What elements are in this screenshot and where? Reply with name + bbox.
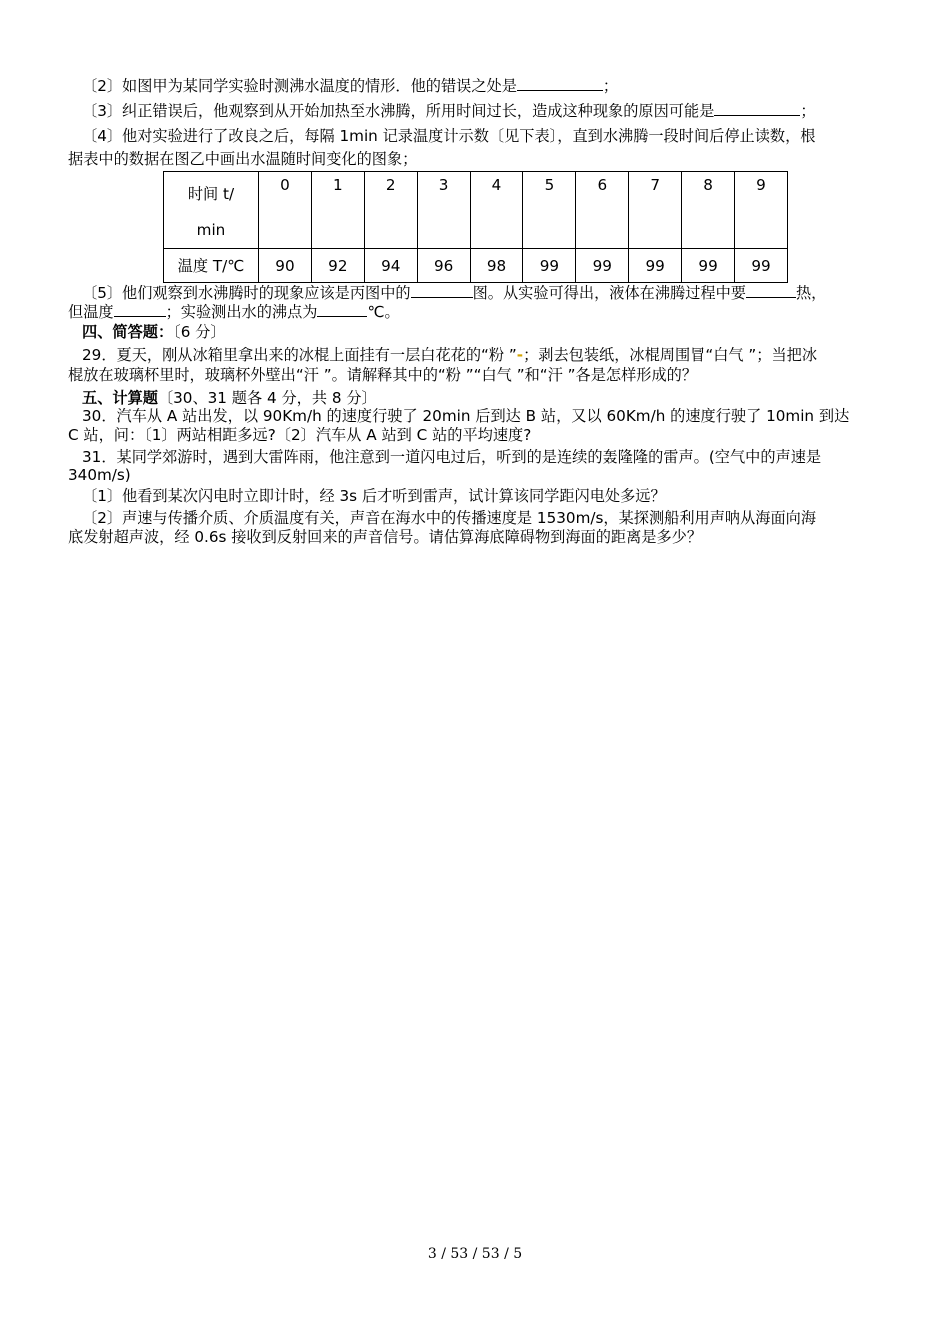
- temperature-cell: 99: [523, 249, 576, 283]
- question-3-text: 〔3〕纠正错误后，他观察到从开始加热至水沸腾，所用时间过长，造成这种现象的原因可能是: [82, 102, 715, 120]
- time-header-cell: 时间 t/ min: [164, 172, 259, 249]
- time-cell: 9: [735, 172, 788, 249]
- question-31-line-1: 31．某同学郊游时，遇到大雷阵雨，他注意到一道闪电过后，听到的是连续的轰隆隆的雷声。(空气中的声速是: [82, 448, 822, 466]
- question-29-line-2: 棍放在玻璃杯里时，玻璃杯外壁出“汗 ”。请解释其中的“粉 ”“白气 ”和“汗 ”各是怎样形成的？: [68, 366, 698, 384]
- temperature-cell: 99: [682, 249, 735, 283]
- answer-blank: [317, 302, 367, 317]
- answer-blank: [114, 302, 166, 317]
- question-31-line-2: 340m/s): [68, 466, 131, 484]
- table-row-time: [164, 172, 788, 249]
- temperature-cell: 94: [364, 249, 417, 283]
- section-4-score: 〔6 分〕: [173, 323, 226, 341]
- answer-blank: [517, 76, 603, 91]
- time-cell: 6: [576, 172, 629, 249]
- time-cell: 8: [682, 172, 735, 249]
- time-cell: 2: [364, 172, 417, 249]
- answer-blank: [411, 283, 473, 298]
- section-5-title: 五、计算题: [82, 389, 158, 407]
- question-5-line-1: 〔5〕他们观察到水沸腾时的现象应该是丙图中的 图。从实验可得出，液体在沸腾过程中要 热，: [82, 284, 827, 302]
- question-5-line-2: 但温度 ；实验测出水的沸点为 ℃。: [68, 303, 400, 321]
- question-4-line-1: 〔4〕他对实验进行了改良之后，每隔 1min 记录温度计示数〔见下表〕，直到水沸腾一段时间后停止读数，根: [82, 127, 816, 145]
- section-5-heading: [82, 388, 884, 408]
- question-31-sub-2-line-1: 〔2〕声速与传播介质、介质温度有关，声音在海水中的传播速度是 1530m/s，某探测船利用声呐从海面向海: [82, 509, 817, 527]
- time-cell: 7: [629, 172, 682, 249]
- question-31-sub-1: 〔1〕他看到某次闪电时立即计时，经 3s 后才听到雷声，试计算该同学距闪电处多远？: [82, 487, 666, 505]
- time-cell: 0: [259, 172, 312, 249]
- highlight-mark: -: [516, 346, 524, 364]
- section-4-heading: [82, 322, 884, 342]
- time-cell: 5: [523, 172, 576, 249]
- section-5-score: 〔30、31 题各 4 分，共 8 分〕: [157, 389, 377, 407]
- question-3: 〔3〕纠正错误后，他观察到从开始加热至水沸腾，所用时间过长，造成这种现象的原因可能是 ；: [82, 102, 816, 120]
- question-30-line-2: C 站，问：〔1〕两站相距多远?〔2〕汽车从 A 站到 C 站的平均速度?: [68, 426, 532, 444]
- answer-blank: [714, 101, 800, 116]
- temperature-cell: 90: [259, 249, 312, 283]
- temperature-header-cell: 温度 T/℃: [164, 249, 259, 283]
- table-row-temperature: [164, 249, 788, 283]
- page-footer: 3 / 53 / 53 / 5: [427, 1246, 523, 1262]
- time-cell: 3: [417, 172, 470, 249]
- temperature-cell: 99: [576, 249, 629, 283]
- question-29-line-1: 29．夏天，刚从冰箱里拿出来的冰棍上面挂有一层白花花的“粉 ”-；剥去包装纸，冰棍周围冒“白气 ”；当把冰: [82, 346, 818, 364]
- section-4-title: 四、简答题：: [82, 323, 174, 341]
- temperature-cell: 99: [629, 249, 682, 283]
- temperature-cell: 98: [470, 249, 523, 283]
- temperature-cell: 96: [417, 249, 470, 283]
- question-30-line-1: 30．汽车从 A 站出发，以 90Km/h 的速度行驶了 20min 后到达 B 站，又以 60Km/h 的速度行驶了 10min 到达: [82, 407, 850, 425]
- question-31-sub-2-line-2: 底发射超声波，经 0.6s 接收到反射回来的声音信号。请估算海底障碍物到海面的距离是多少？: [68, 528, 703, 546]
- time-cell: 4: [470, 172, 523, 249]
- answer-blank: [746, 283, 796, 298]
- question-4-line-2: 据表中的数据在图乙中画出水温随时间变化的图象；: [68, 150, 418, 168]
- temperature-table: [163, 171, 788, 283]
- question-2-text: 〔2〕如图甲为某同学实验时测沸水温度的情形．他的错误之处是: [82, 77, 517, 95]
- question-2: 〔2〕如图甲为某同学实验时测沸水温度的情形．他的错误之处是 ；: [82, 77, 619, 95]
- temperature-cell: 99: [735, 249, 788, 283]
- time-cell: 1: [311, 172, 364, 249]
- temperature-cell: 92: [311, 249, 364, 283]
